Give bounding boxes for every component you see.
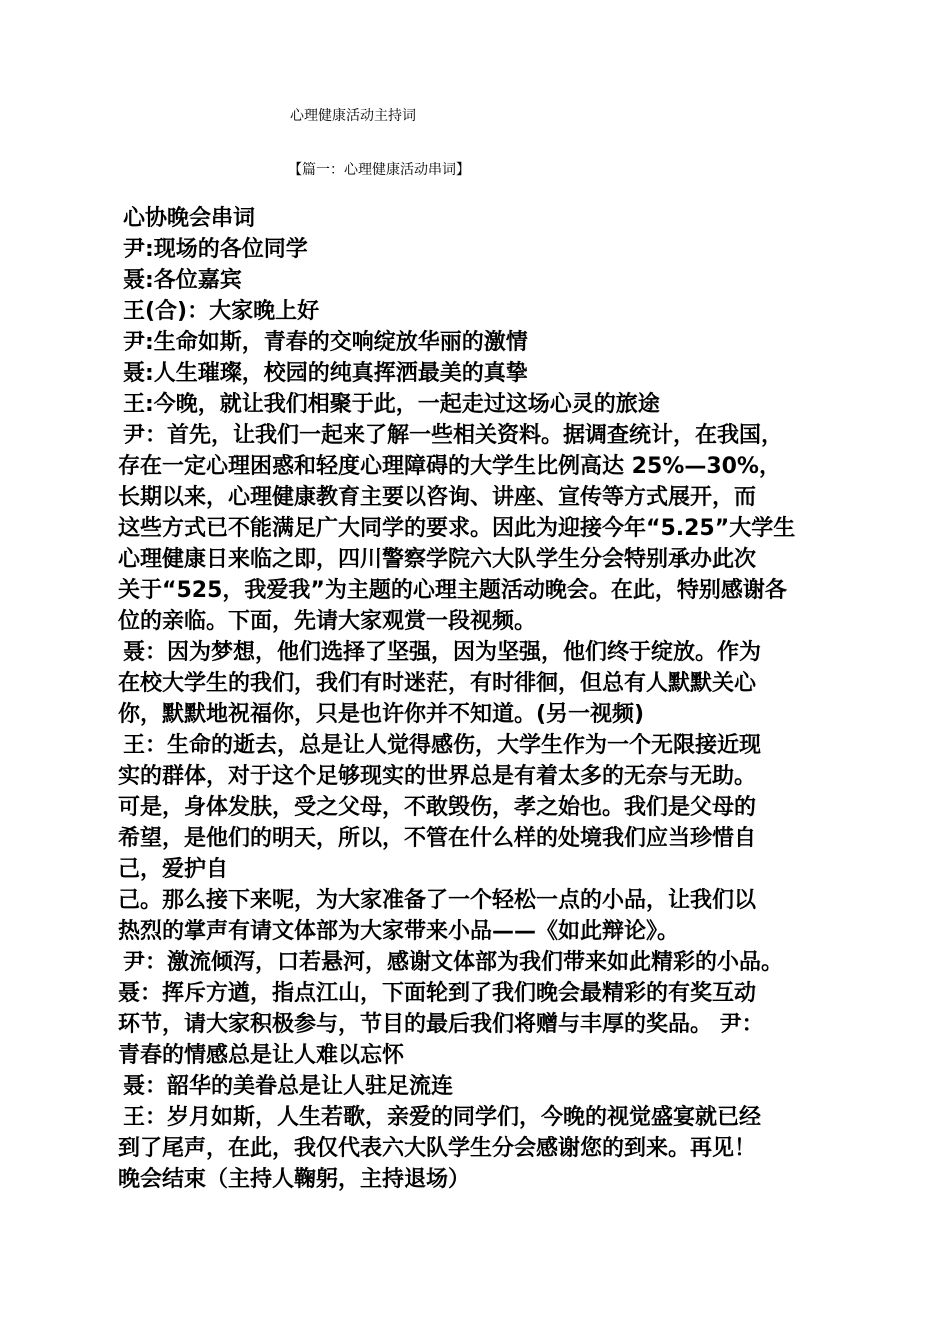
body-line: 聂:各位嘉宾 (123, 268, 242, 293)
body-line: 到了尾声，在此，我仅代表六大队学生分会感谢您的到来。再见！ (118, 1136, 757, 1161)
body-line: 可是，身体发肤，受之父母，不敢毁伤，孝之始也。我们是父母的 (118, 795, 757, 820)
body-line: 己，爱护自 (118, 857, 229, 882)
body-line: 王：生命的逝去，总是让人觉得感伤，大学生作为一个无限接近现 (123, 733, 762, 758)
body-line: 关于“525，我爱我”为主题的心理主题活动晚会。在此，特别感谢各 (118, 578, 787, 603)
body-line: 晚会结束（主持人鞠躬，主持退场） (118, 1167, 471, 1192)
body-line: 心协晚会串词 (123, 206, 256, 231)
body-line: 尹：激流倾泻，口若悬河，感谢文体部为我们带来如此精彩的小品。 (123, 950, 784, 975)
body-line: 存在一定心理困惑和轻度心理障碍的大学生比例高达 25%—30%， (118, 454, 781, 479)
body-line: 环节，请大家积极参与，节目的最后我们将赠与丰厚的奖品。 尹： (118, 1012, 764, 1037)
body-line: 尹:生命如斯，青春的交响绽放华丽的激情 (123, 330, 528, 355)
body-line: 实的群体，对于这个足够现实的世界总是有着太多的无奈与无助。 (118, 764, 757, 789)
body-line: 聂：挥斥方遒，指点江山，下面轮到了我们晚会最精彩的有奖互动 (118, 981, 757, 1006)
body-line: 聂:人生璀璨，校园的纯真挥洒最美的真挚 (123, 361, 528, 386)
body-line: 希望，是他们的明天，所以，不管在什么样的处境我们应当珍惜自 (118, 826, 757, 851)
body-line: 长期以来，心理健康教育主要以咨询、讲座、宣传等方式展开，而 (118, 485, 757, 510)
document-title: 心理健康活动主持词 (290, 108, 416, 124)
body-line: 尹：首先，让我们一起来了解一些相关资料。据调查统计，在我国， (123, 423, 784, 448)
body-line: 位的亲临。下面，先请大家观赏一段视频。 (118, 609, 537, 634)
body-line: 尹:现场的各位同学 (123, 237, 308, 262)
body-line: 在校大学生的我们，我们有时迷茫，有时徘徊，但总有人默默关心 (118, 671, 757, 696)
body-line: 王(合)：大家晚上好 (123, 299, 320, 324)
body-line: 这些方式已不能满足广大同学的要求。因此为迎接今年“5.25”大学生 (118, 516, 796, 541)
body-line: 青春的情感总是让人难以忘怀 (118, 1043, 405, 1068)
body-line: 王:今晚，就让我们相聚于此，一起走过这场心灵的旅途 (123, 392, 660, 417)
body-line: 聂：因为梦想，他们选择了坚强，因为坚强，他们终于绽放。作为 (123, 640, 762, 665)
body-line: 心理健康日来临之即，四川警察学院六大队学生分会特别承办此次 (118, 547, 757, 572)
body-line: 热烈的掌声有请文体部为大家带来小品——《如此辩论》。 (118, 919, 680, 944)
body-line: 你，默默地祝福你，只是也许你并不知道。(另一视频) (118, 702, 645, 727)
body-line: 王：岁月如斯，人生若歌，亲爱的同学们，今晚的视觉盛宴就已经 (123, 1105, 762, 1130)
document-body (118, 203, 846, 1195)
body-line: 聂：韶华的美眷总是让人驻足流连 (123, 1074, 454, 1099)
body-line: 己。那么接下来呢，为大家准备了一个轻松一点的小品，让我们以 (118, 888, 757, 913)
section-title: 【篇一：心理健康活动串词】 (288, 162, 470, 178)
